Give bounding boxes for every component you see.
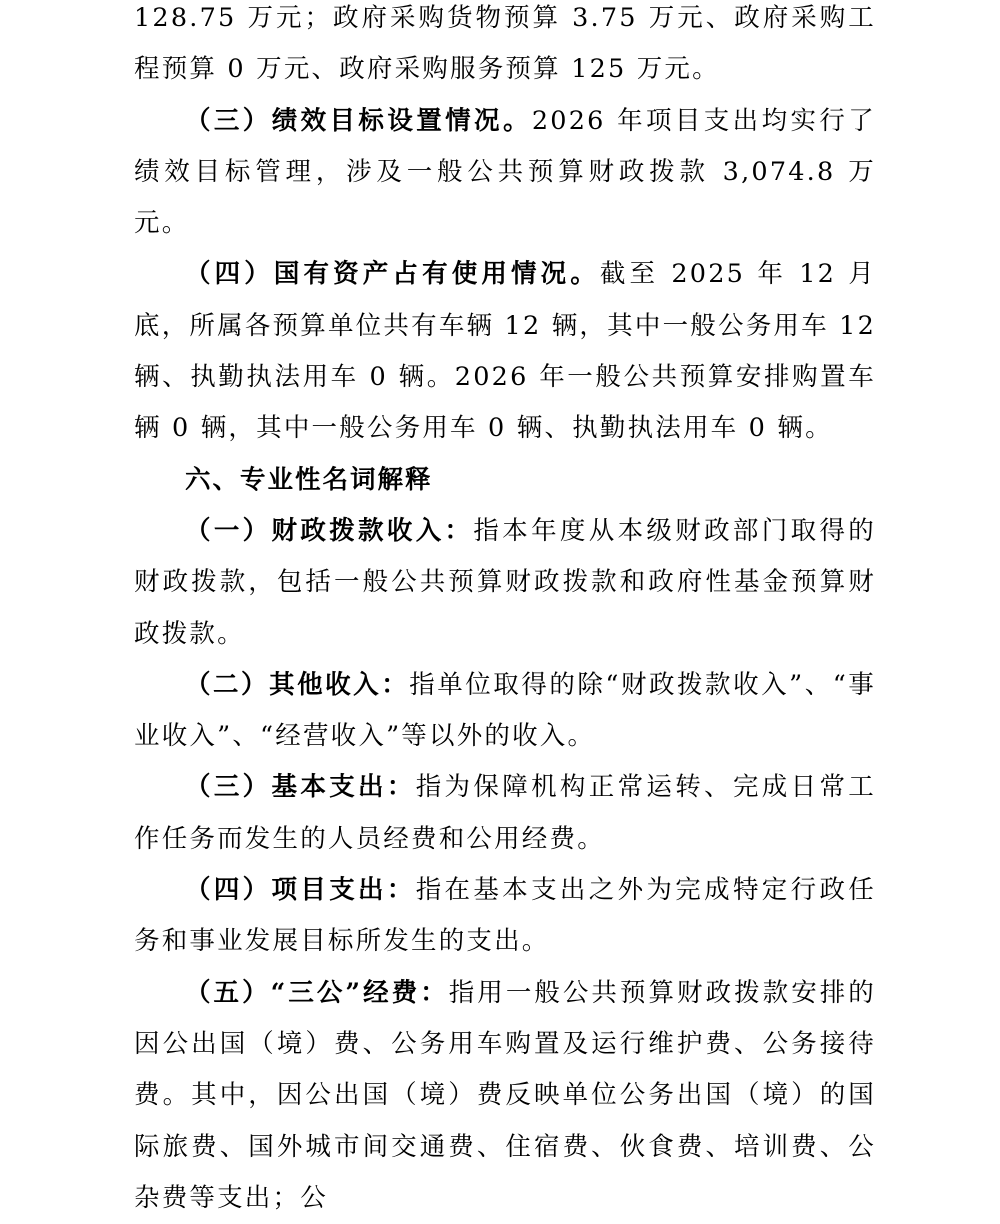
paragraph-procurement-continued (134, 0, 876, 96)
paragraph-body: 截至 2025 年 12 月底，所属各预算单位共有车辆 12 辆，其中一般公务用车 12 辆、执勤执法用车 0 辆。2026 年一般公共预算安排购置车辆 0 辆，其中一般公务用车 0 辆、执勤执法用车 0 辆。 (134, 259, 876, 444)
definition-body: 指用一般公共预算财政拨款安排的因公出国（境）费、公务用车购置及运行维护费、公务接待费。其中，因公出国（境）费反映单位公务出国（境）的国际旅费、国外城市间交通费、住宿费、伙食费、培训费、公杂费等支出；公 (134, 977, 876, 1213)
definition-basic-expenditure (134, 762, 876, 865)
paragraph-body: 128.75 万元；政府采购货物预算 3.75 万元、政府采购工程预算 0 万元、政府采购服务预算 125 万元。 (134, 3, 876, 85)
definition-term: （三）基本支出： (185, 772, 416, 803)
definition-body: 指本年度从本级财政部门取得的财政拨款，包括一般公共预算财政拨款和政府性基金预算财政拨款。 (134, 515, 876, 649)
definition-three-public-expenses (134, 968, 876, 1224)
definition-fiscal-appropriation-income (134, 506, 876, 660)
paragraph-performance-goals (134, 96, 876, 250)
definition-project-expenditure (134, 865, 876, 968)
section-heading: 六、专业性名词解释 (185, 464, 433, 495)
paragraph-state-assets (134, 249, 876, 454)
definition-term: （五）“三公”经费： (185, 977, 449, 1008)
definition-body: 指在基本支出之外为完成特定行政任务和事业发展目标所发生的支出。 (134, 875, 876, 957)
definition-term: （二）其他收入： (185, 669, 410, 700)
paragraph-body: 2026 年项目支出均实行了绩效目标管理，涉及一般公共预算财政拨款 3,074.8 万元。 (134, 105, 876, 239)
paragraph-lead: （三）绩效目标设置情况。 (185, 105, 532, 136)
definition-term: （一）财政拨款收入： (185, 515, 474, 546)
definition-term: （四）项目支出： (185, 875, 416, 906)
paragraph-lead: （四）国有资产占有使用情况。 (185, 259, 600, 290)
definition-body: 指单位取得的除“财政拨款收入”、“事业收入”、“经营收入”等以外的收入。 (134, 669, 876, 752)
definition-other-income (134, 660, 876, 763)
document-page (134, 0, 876, 1224)
definition-body: 指为保障机构正常运转、完成日常工作任务而发生的人员经费和公用经费。 (134, 772, 876, 854)
